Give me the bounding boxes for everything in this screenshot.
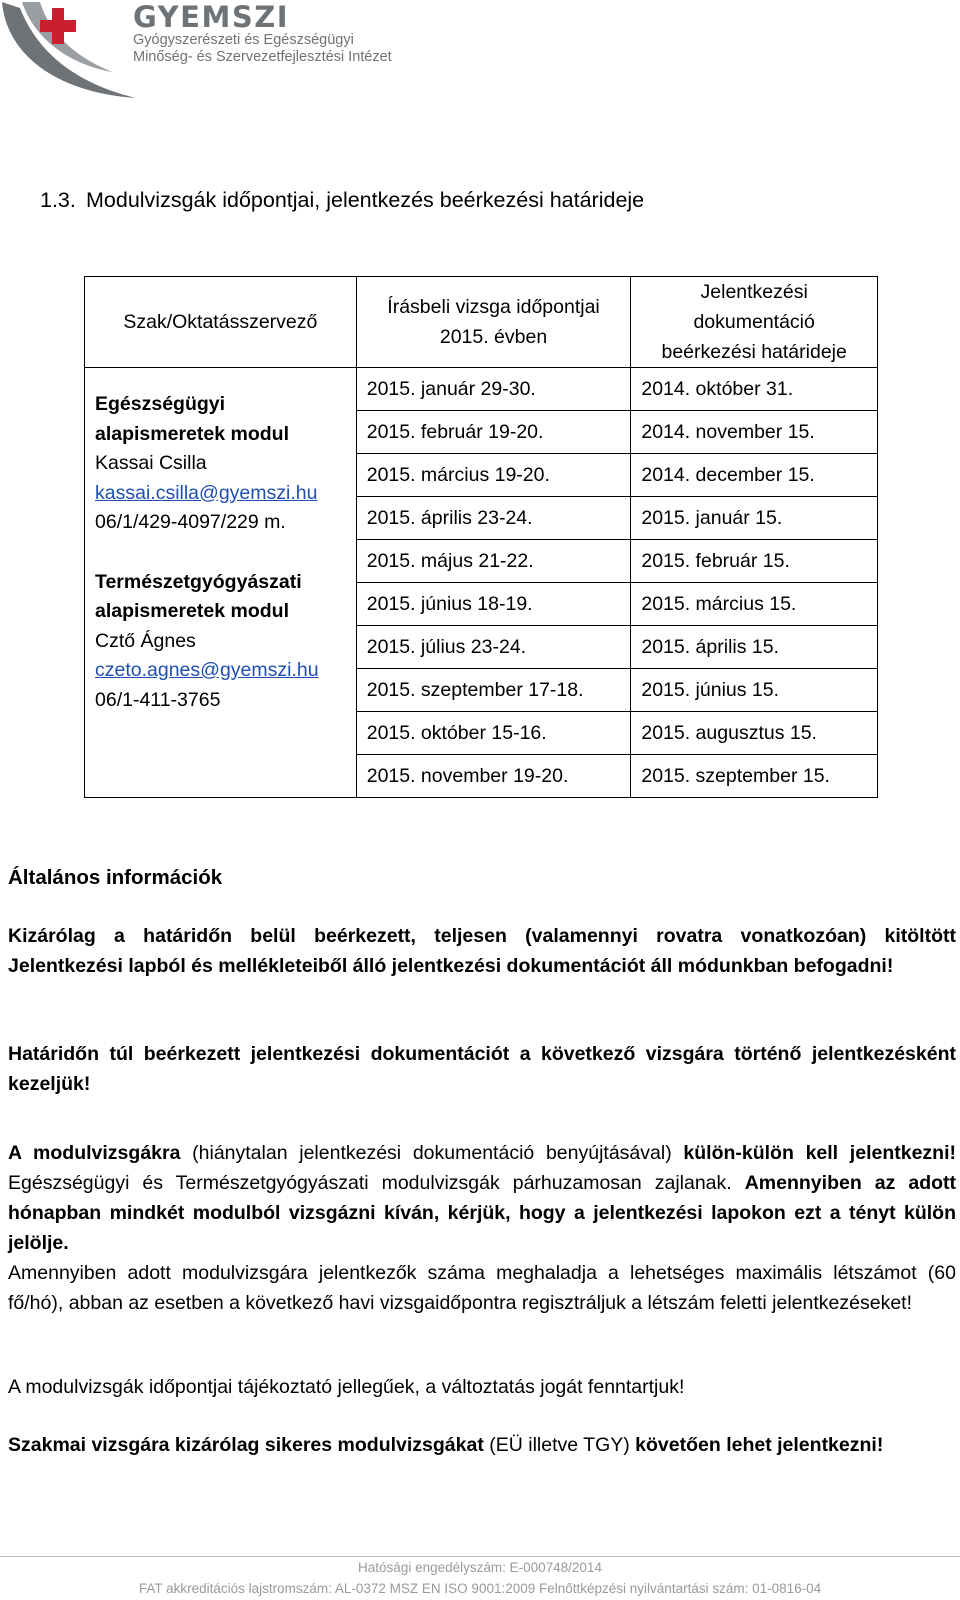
table-row: [85, 368, 878, 411]
deadline-cell: 2014. december 15.: [631, 454, 878, 497]
organizer-title: Természetgyógyászati alapismeretek modul: [95, 570, 302, 622]
organizer-phone: 06/1/429-4097/229 m.: [95, 511, 286, 533]
exam-date-cell: 2015. június 18-19.: [356, 583, 631, 626]
exam-date-cell: 2015. január 29-30.: [356, 368, 631, 411]
header-deadline: Jelentkezési dokumentáció beérkezési határideje: [631, 277, 878, 368]
info-heading: Általános információk: [8, 866, 223, 889]
organizer-title: Egészségügyi alapismeretek modul: [95, 393, 289, 445]
exam-date-cell: 2015. október 15-16.: [356, 712, 631, 755]
organizer-name: Cztő Ágnes: [95, 629, 196, 652]
exam-date-cell: 2015. szeptember 17-18.: [356, 669, 631, 712]
section-title-text: Modulvizsgák időpontjai, jelentkezés beérkezési határideje: [86, 188, 645, 212]
organizer-name: Kassai Csilla: [95, 452, 207, 474]
exam-date-cell: 2015. november 19-20.: [356, 755, 631, 798]
logo-line1: Gyógyszerészeti és Egészségügyi: [133, 32, 354, 48]
organizer-block: [95, 390, 346, 538]
info-paragraph-4: A modulvizsgák időpontjai tájékoztató jellegűek, a változtatás jogát fenntartjuk!: [8, 1376, 685, 1398]
deadline-cell: 2014. november 15.: [631, 411, 878, 454]
gyemszi-logo-icon: [0, 0, 145, 100]
section-title: [40, 188, 644, 213]
deadline-cell: 2015. február 15.: [631, 540, 878, 583]
organizer-phone: 06/1-411-3765: [95, 688, 221, 711]
footer-divider: [0, 1556, 960, 1557]
deadline-cell: 2015. április 15.: [631, 626, 878, 669]
info-paragraph-1: Kizárólag a határidőn belül beérkezett, teljesen (valamennyi rovatra vonatkozóan) kitöltött Jelentkezési lapból és mellékleteiből álló jelentkezési dokumentációt áll módunkban befogadni!: [8, 925, 956, 977]
info-paragraph-5: Szakmai vizsgára kizárólag sikeres modulvizsgákat (EÜ illetve TGY) követően lehet jelentkezni!: [8, 1434, 884, 1456]
logo-text: [133, 2, 392, 66]
deadline-cell: 2015. augusztus 15.: [631, 712, 878, 755]
exam-date-cell: 2015. február 19-20.: [356, 411, 631, 454]
organizer-email-link[interactable]: czeto.agnes@gyemszi.hu: [95, 659, 319, 681]
logo-name: GYEMSZI: [133, 0, 290, 34]
exam-date-cell: 2015. április 23-24.: [356, 497, 631, 540]
deadline-cell: 2014. október 31.: [631, 368, 878, 411]
exam-schedule-table: [84, 276, 878, 798]
header-organizer: Szak/Oktatásszervező: [85, 277, 357, 368]
footer-accreditation: FAT akkreditációs lajstromszám: AL-0372 MSZ EN ISO 9001:2009 Felnőttképzési nyilvántartási szám: 01-0816-04: [138, 1581, 822, 1596]
deadline-cell: 2015. március 15.: [631, 583, 878, 626]
info-paragraph-2: Határidőn túl beérkezett jelentkezési dokumentációt a következő vizsgára történő jelentkezésként kezeljük!: [8, 1043, 956, 1095]
table-header-row: [85, 277, 878, 368]
page-header: [0, 0, 960, 100]
organizer-email-link[interactable]: kassai.csilla@gyemszi.hu: [95, 481, 318, 504]
exam-date-cell: 2015. május 21-22.: [356, 540, 631, 583]
deadline-cell: 2015. január 15.: [631, 497, 878, 540]
footer-license: Hatósági engedélyszám: E-000748/2014: [358, 1560, 602, 1575]
section-number: 1.3.: [40, 188, 76, 212]
deadline-cell: 2015. szeptember 15.: [631, 755, 878, 798]
organizer-block: [95, 568, 346, 716]
header-exam-dates: Írásbeli vizsga időpontjai 2015. évben: [356, 277, 631, 368]
exam-date-cell: 2015. július 23-24.: [356, 626, 631, 669]
info-paragraph-3: A modulvizsgákra (hiánytalan jelentkezési dokumentáció benyújtásával) külön-külön kell jelentkezni! Egészségügyi és Természetgyógyászati modulvizsgák párhuzamosan zajlanak. Amennyiben az adott hónapban mindkét modulból vizsgázni kíván, kérjük, hogy a jelentkezési lapokon ezt a tényt külön jelölje. Amennyiben adott modulvizsgára jelentkezők száma meghaladja a lehetséges maximális létszámot (60 fő/hó), abban az esetben a következő havi vizsgaidőpontra regisztráljuk a létszám feletti jelentkezéseket!: [8, 1142, 957, 1314]
logo-line2: Minőség- és Szervezetfejlesztési Intézet: [133, 49, 392, 65]
organizer-cell: [85, 368, 357, 798]
deadline-cell: 2015. június 15.: [631, 669, 878, 712]
exam-date-cell: 2015. március 19-20.: [356, 454, 631, 497]
